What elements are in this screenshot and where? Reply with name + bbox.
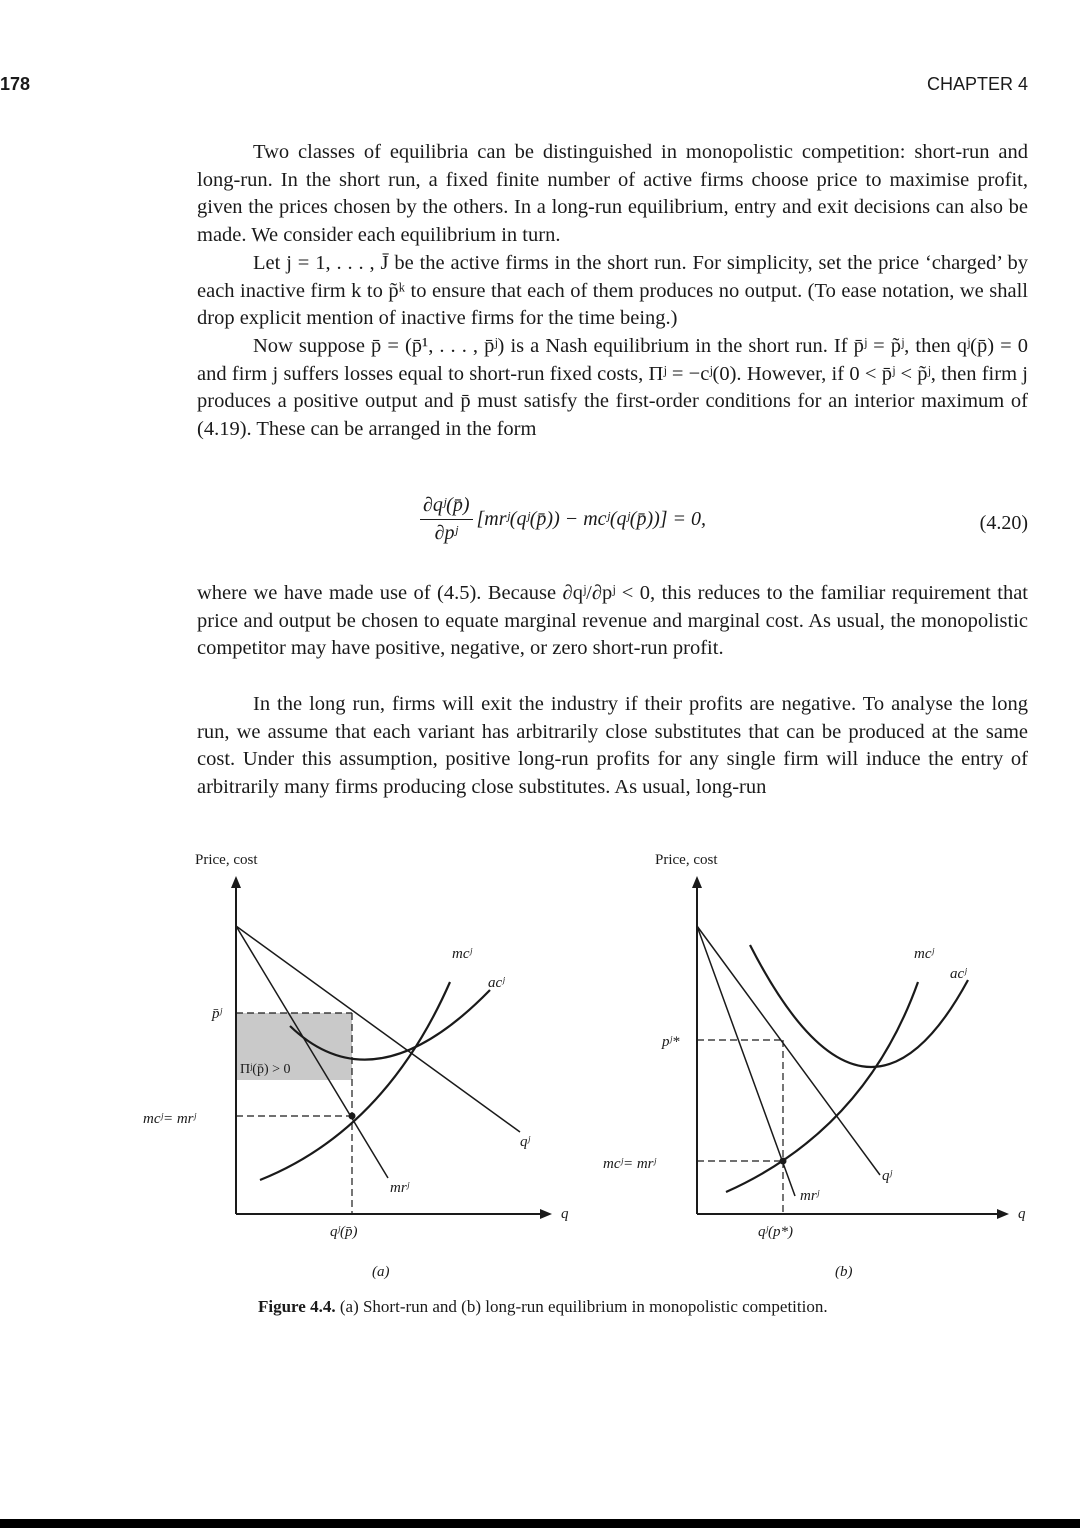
bottom-border <box>0 1519 1080 1528</box>
panel-a-caption-label: (a) <box>372 1264 390 1280</box>
panel-a-mr-label: mrʲ <box>390 1180 410 1196</box>
paragraph-3: Now suppose p̄ = (p̄¹, . . . , p̄ʲ) is a Nash equilibrium in the short run. If p̄ʲ = p̃ʲ, then qʲ(p̄) = 0 and firm j suffers losses equal to short-run fixed costs, Πʲ = −cʲ(0). However, if 0 < p̄ʲ < p̃ʲ, then firm j produces a positive output and p̄ must satisfy the first-order conditions for an interior maximum of (4.19). These can be arranged in the form <box>197 335 1028 440</box>
profit-label: Πʲ(p̄) > 0 <box>240 1062 291 1077</box>
figure-caption <box>258 1297 828 1317</box>
paragraph-2: Let j = 1, . . . , J̄ be the active firms in the short run. For simplicity, set the price ‘charged’ by each inactive firm k to p̃ᵏ to ensure that each of them produces no output. (To ease notation, we shall drop explicit mention of inactive firms for the time being.) <box>197 252 1028 330</box>
panel-b-y-label: Price, cost <box>655 852 718 868</box>
panel-b-equality-label: mcʲ= mrʲ <box>603 1156 656 1172</box>
panel-a-demand-label: qʲ <box>520 1134 530 1150</box>
panel-a-y-arrow <box>231 876 241 888</box>
panel-a-x-arrow <box>540 1209 552 1219</box>
page-number: 178 <box>0 74 31 94</box>
panel-b-diagram <box>603 852 1026 1280</box>
panel-a-price-label: p̄ʲ <box>212 1006 222 1022</box>
panel-b-price-label: pʲ* <box>662 1034 680 1050</box>
panel-a-y-label: Price, cost <box>195 852 258 868</box>
equation-number: (4.20) <box>979 512 1028 534</box>
panel-a-x-label: q <box>561 1206 569 1222</box>
panel-b-x-arrow <box>997 1209 1009 1219</box>
panel-b-y-arrow <box>692 876 702 888</box>
panel-b-mc-label: mcʲ <box>914 946 934 962</box>
panel-b-demand-label: qʲ <box>882 1168 892 1184</box>
panel-b-ac-label: acʲ <box>950 966 967 982</box>
panel-a-mc-label: mcʲ <box>452 946 472 962</box>
panel-a-quantity-label: qʲ(p̄) <box>330 1224 358 1240</box>
paragraph-5: In the long run, firms will exit the industry if their profits are negative. To analyse the long run, we assume that each variant has arbitrarily close substitutes that can be produced at the same cost. Under this assumption, positive long-run profits for any single firm will induce the entry of arbitrarily many firms producing close substitutes. As usual, long-run <box>197 693 1028 798</box>
panel-a-diagram <box>143 852 569 1280</box>
equation-numerator: ∂qʲ(p̄) <box>420 494 473 520</box>
paragraph-4: where we have made use of (4.5). Because ∂qʲ/∂pʲ < 0, this reduces to the familiar requirement that price and output be chosen to equate marginal revenue and marginal cost. As usual, the monopolistic competitor may have positive, negative, or zero short-run profit. <box>197 582 1028 660</box>
panel-a-equality-label: mcʲ= mrʲ <box>143 1111 196 1127</box>
chapter-heading: CHAPTER 4 <box>926 74 1028 94</box>
panel-b-quantity-label: qʲ(p*) <box>758 1224 793 1240</box>
panel-a-ac-label: acʲ <box>488 975 505 991</box>
figure-caption-label: Figure 4.4. <box>258 1297 336 1316</box>
panel-b-mr-curve <box>697 926 795 1196</box>
figure-caption-text: (a) Short-run and (b) long-run equilibrium in monopolistic competition. <box>339 1297 828 1316</box>
paragraph-1: Two classes of equilibria can be distinguished in monopolistic competition: short-run and long-run. In the short run, a fixed finite number of active firms choose price to maximise profit, given the prices chosen by the others. In a long-run equilibrium, entry and exit decisions can also be made. We consider each equilibrium in turn. <box>197 141 1028 246</box>
panel-b-ac-curve <box>750 945 968 1067</box>
panel-b-demand-curve <box>697 926 880 1175</box>
equation-body: [mrʲ(qʲ(p̄)) − mcʲ(qʲ(p̄))] = 0, <box>476 508 707 530</box>
equation-denominator: ∂pʲ <box>434 522 458 544</box>
equilibrium-point <box>349 1113 356 1120</box>
panel-b-x-label: q <box>1018 1206 1026 1222</box>
panel-b-mr-label: mrʲ <box>800 1188 820 1204</box>
panel-b-equilibrium-point <box>780 1158 787 1165</box>
panel-b-caption-label: (b) <box>835 1264 853 1280</box>
